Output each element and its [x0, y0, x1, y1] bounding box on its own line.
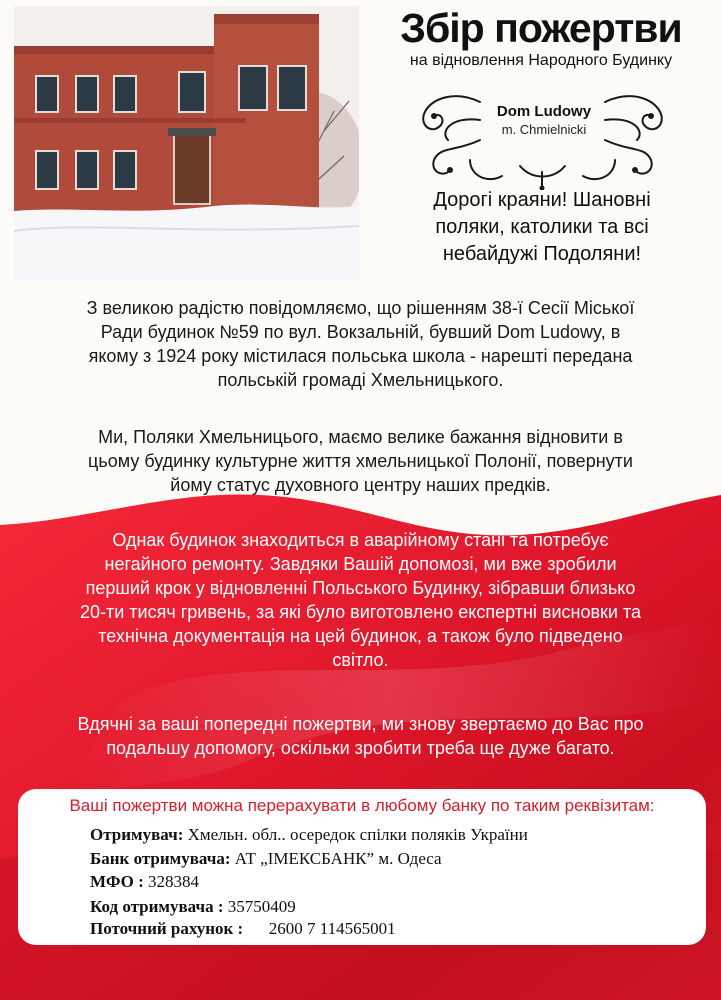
recipient-bank-row	[90, 849, 442, 869]
paragraph-line: Ради будинок №59 по вул. Вокзальній, бувший Dom Ludowy, в	[100, 322, 621, 342]
paragraph-line: негайного ремонту. Завдяки Вашій допомозі, ми вже зробили	[104, 554, 617, 574]
paragraph-line: йому статус духовного центру наших предків.	[170, 475, 551, 495]
paragraph-line: якому з 1924 року містилася польська школа - нарешті передана	[88, 346, 633, 366]
logo-name: Dom Ludowy	[496, 103, 592, 120]
paragraph-line: Однак будинок знаходиться в аварійному стані та потребує	[112, 530, 609, 550]
greeting-line: Дорогі краяни! Шановні	[433, 189, 651, 211]
paragraph-line: технічна документація на цей будинок, а також було підведено	[98, 626, 623, 646]
paragraph-line: Ми, Поляки Хмельницього, маємо велике бажання відновити в	[98, 427, 623, 447]
paragraph-line: польській громаді Хмельницького.	[217, 370, 504, 390]
account-value: 2600 7 114565001	[243, 919, 396, 938]
account-row	[90, 919, 396, 939]
bank-details-box	[18, 789, 706, 945]
paragraph-line: З великою радістю повідомляємо, що рішенням 38-ї Сесії Міської	[86, 298, 635, 318]
paragraph-line: подальшу допомогу, оскільки зробити треба ще дуже багато.	[106, 738, 615, 758]
thanks-paragraph	[20, 712, 701, 760]
greeting-line: поляки, католики та всі	[435, 216, 649, 238]
wish-paragraph	[20, 425, 701, 497]
bank-details-heading: Ваші пожертви можна перерахувати в любому банку по таким реквізитам:	[69, 796, 655, 815]
recipient-bank-label: Банк отримувача:	[90, 849, 231, 868]
paragraph-line: Вдячні за ваші попередні пожертви, ми знову звертаємо до Вас про	[77, 714, 644, 734]
paragraph-line: цьому будинку культурне життя хмельницької Полонії, повернути	[88, 451, 633, 471]
recipient-label: Отримувач:	[90, 825, 184, 844]
recipient-value: Хмельн. обл.. осередок спілки поляків України	[183, 825, 528, 844]
account-label: Поточний рахунок :	[90, 919, 244, 938]
mfo-row	[90, 872, 199, 892]
paragraph-line: світло.	[332, 650, 389, 670]
paragraph-line: 20-ти тисяч гривень, за які було виготовлено експертні висновки та	[79, 602, 641, 622]
mfo-value: 328384	[143, 872, 200, 891]
page-title: Збір пожертви	[400, 5, 682, 51]
greeting	[366, 187, 718, 268]
greeting-line: небайдужі Подоляни!	[442, 243, 642, 265]
recipient-bank-value: АТ „ІМЕКСБАНК” м. Одеса	[230, 849, 442, 868]
repair-paragraph	[20, 528, 701, 672]
recipient-row	[90, 825, 528, 845]
recipient-code-label: Код отримувача :	[90, 897, 224, 916]
page-subtitle: на відновлення Народного Будинку	[409, 52, 673, 69]
mfo-label: МФО :	[90, 872, 144, 891]
recipient-code-row	[90, 897, 296, 917]
paragraph-line: перший крок у відновленні Польського Будинку, зібравши близько	[85, 578, 636, 598]
announcement-paragraph	[20, 296, 701, 392]
building-photo	[14, 6, 359, 280]
logo-city: m. Chmielnicki	[501, 122, 587, 137]
recipient-code-value: 35750409	[223, 897, 296, 916]
